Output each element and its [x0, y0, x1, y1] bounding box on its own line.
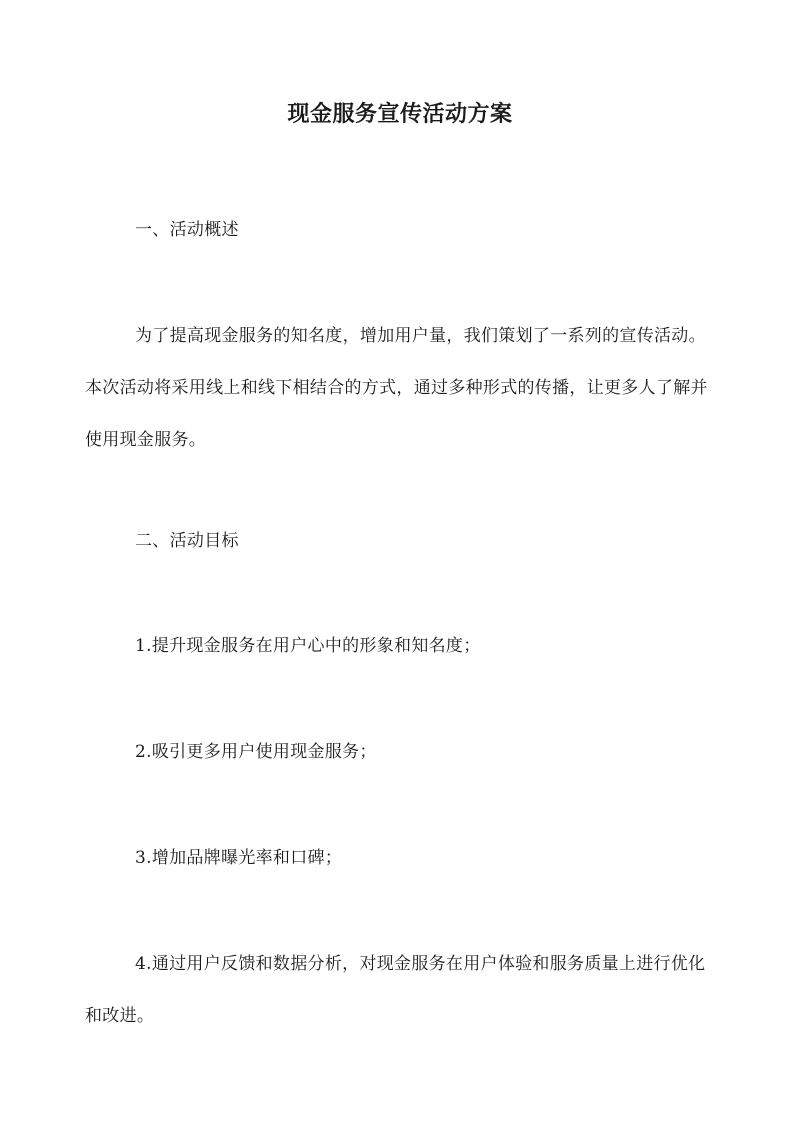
section-heading-overview: 一、活动概述	[135, 220, 239, 240]
goal-item-1: 1.提升现金服务在用户心中的形象和知名度；	[135, 636, 481, 656]
goal-item-4: 4.通过用户反馈和数据分析，对现金服务在用户体验和服务质量上进行优化和改进。	[85, 954, 706, 1026]
overview-paragraph: 为了提高现金服务的知名度，增加用户量，我们策划了一系列的宣传活动。本次活动将采用线上和线下相结合的方式，通过多种形式的传播，让更多人了解并使用现金服务。	[85, 326, 708, 450]
document-title: 现金服务宣传活动方案	[287, 101, 513, 127]
goal-item-2: 2.吸引更多用户使用现金服务；	[135, 742, 377, 762]
goal-item-3: 3.增加品牌曝光率和口碑；	[135, 848, 343, 868]
section-heading-goals: 二、活动目标	[135, 531, 239, 551]
